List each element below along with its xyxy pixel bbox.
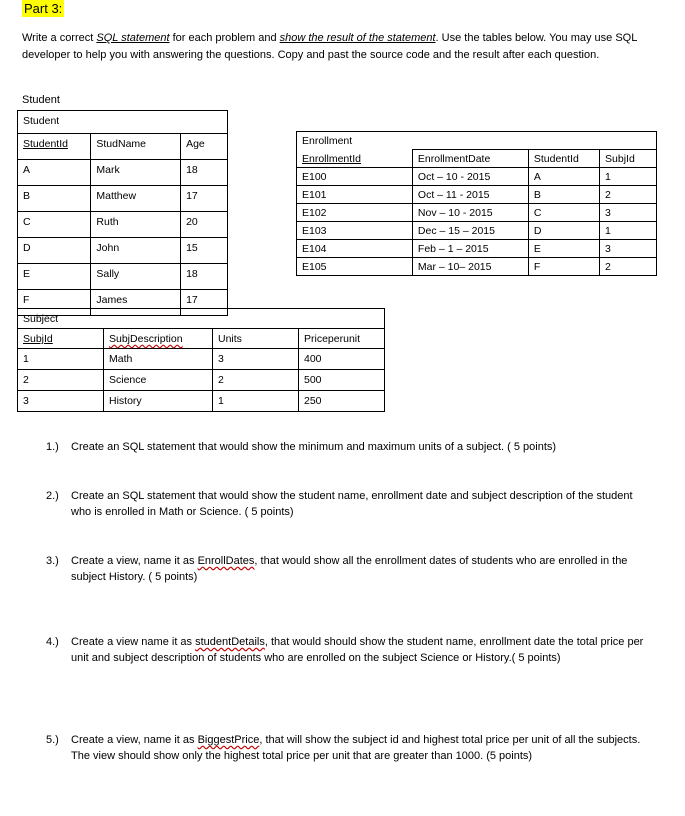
cell: Nov – 10 - 2015 — [412, 204, 528, 222]
question-1 — [46, 439, 646, 459]
cell: D — [528, 222, 599, 240]
intro-post: . Use the tables below. You may use SQL developer to help you with answering the questions. Copy and past the source code and the result after each question. — [22, 32, 637, 61]
question-2 — [46, 488, 646, 524]
intro-link-show-result: show the result of the statement — [279, 32, 436, 44]
table-row — [18, 391, 385, 412]
question-number: 1.) — [46, 441, 59, 453]
table-row — [18, 264, 228, 290]
cell: Feb – 1 – 2015 — [412, 240, 528, 258]
view-name: studentDetails — [195, 636, 265, 648]
header-subjid: SubjId — [18, 329, 104, 349]
question-text-post: , that would should show the student name, enrollment date the total price per unit and subject description of students who are enrolled on the subject Science or History.( 5 points) — [71, 636, 644, 664]
cell: 250 — [299, 391, 385, 412]
cell: 18 — [181, 264, 228, 290]
header-studentid: StudentId — [528, 150, 599, 168]
cell: 1 — [213, 391, 299, 412]
cell: Science — [104, 370, 213, 391]
table-header-row — [18, 134, 228, 160]
question-5 — [46, 732, 646, 784]
cell: 500 — [299, 370, 385, 391]
cell: A — [18, 160, 91, 186]
cell: Oct – 10 - 2015 — [412, 168, 528, 186]
header-age: Age — [181, 134, 228, 160]
intro-mid: for each problem and — [169, 32, 280, 44]
cell: 2 — [213, 370, 299, 391]
question-3 — [46, 553, 646, 589]
table-row — [18, 212, 228, 238]
cell: E100 — [297, 168, 413, 186]
cell: C — [528, 204, 599, 222]
header-units: Units — [213, 329, 299, 349]
cell: E — [18, 264, 91, 290]
cell: B — [528, 186, 599, 204]
enrollment-table — [296, 131, 657, 276]
question-text — [71, 634, 646, 666]
table-row — [297, 222, 657, 240]
cell: James — [91, 290, 181, 316]
cell: 1 — [18, 349, 104, 370]
cell: E101 — [297, 186, 413, 204]
header-subjdescription — [104, 329, 213, 349]
question-text: Create an SQL statement that would show the student name, enrollment date and subject description of the student who is enrolled in Math or Science. ( 5 points) — [71, 490, 633, 518]
header-priceperunit: Priceperunit — [299, 329, 385, 349]
table-header-row — [18, 329, 385, 349]
cell: E — [528, 240, 599, 258]
table-row — [18, 370, 385, 391]
cell: 2 — [18, 370, 104, 391]
subject-table — [17, 308, 385, 412]
cell: 18 — [181, 160, 228, 186]
table-row — [18, 349, 385, 370]
student-outer-caption: Student — [22, 94, 60, 106]
intro-pre: Write a correct — [22, 32, 97, 44]
cell: B — [18, 186, 91, 212]
cell: 20 — [181, 212, 228, 238]
header-subjdescription-text: SubjDescription — [109, 333, 183, 345]
question-text-pre: Create a view, name it as — [71, 555, 198, 567]
cell: 3 — [213, 349, 299, 370]
cell: Mark — [91, 160, 181, 186]
table-row — [18, 238, 228, 264]
cell: 17 — [181, 186, 228, 212]
cell: 17 — [181, 290, 228, 316]
question-text — [71, 553, 646, 585]
table-row — [18, 186, 228, 212]
cell: F — [18, 290, 91, 316]
cell: Matthew — [91, 186, 181, 212]
table-header-row — [297, 150, 657, 168]
cell: Dec – 15 – 2015 — [412, 222, 528, 240]
cell: 2 — [600, 186, 657, 204]
intro-paragraph — [22, 30, 642, 64]
cell: E104 — [297, 240, 413, 258]
header-subjid: SubjId — [600, 150, 657, 168]
cell: 400 — [299, 349, 385, 370]
question-number: 2.) — [46, 490, 59, 502]
subject-table-caption: Subject — [18, 309, 385, 329]
student-table-caption: Student — [18, 111, 228, 134]
question-text-pre: Create a view name it as — [71, 636, 196, 648]
intro-link-sql-statement: SQL statement — [96, 32, 170, 44]
cell: 1 — [600, 222, 657, 240]
question-text-post: , that will show the subject id and highest total price per unit of all the subjects. The view should show only the highest total price per unit that are greater than 1000. (5 points) — [71, 734, 641, 762]
part-title: Part 3: — [24, 1, 63, 16]
table-row — [297, 258, 657, 276]
header-enrollmentdate: EnrollmentDate — [412, 150, 528, 168]
cell: Oct – 11 - 2015 — [412, 186, 528, 204]
enrollment-table-caption: Enrollment — [297, 132, 657, 150]
cell: D — [18, 238, 91, 264]
cell: John — [91, 238, 181, 264]
cell: 3 — [600, 240, 657, 258]
view-name: EnrollDates — [197, 555, 255, 567]
cell: A — [528, 168, 599, 186]
cell: E103 — [297, 222, 413, 240]
question-text — [71, 732, 646, 764]
question-text: Create an SQL statement that would show the minimum and maximum units of a subject. ( 5 points) — [71, 441, 557, 453]
cell: 1 — [600, 168, 657, 186]
question-text-pre: Create a view, name it as — [71, 734, 198, 746]
cell: 15 — [181, 238, 228, 264]
question-text-post: , that would show all the enrollment dates of students who are enrolled in the subject History. ( 5 points) — [71, 555, 628, 583]
cell: 3 — [18, 391, 104, 412]
cell: Ruth — [91, 212, 181, 238]
question-4 — [46, 634, 646, 686]
cell: History — [104, 391, 213, 412]
question-number: 5.) — [46, 734, 59, 746]
table-row — [18, 160, 228, 186]
cell: 2 — [600, 258, 657, 276]
header-studname: StudName — [91, 134, 181, 160]
cell: 3 — [600, 204, 657, 222]
cell: E105 — [297, 258, 413, 276]
cell: E102 — [297, 204, 413, 222]
cell: Math — [104, 349, 213, 370]
student-table — [17, 110, 228, 316]
view-name: BiggestPrice — [197, 734, 260, 746]
table-row — [297, 186, 657, 204]
table-row — [297, 240, 657, 258]
table-row — [297, 204, 657, 222]
cell: Mar – 10– 2015 — [412, 258, 528, 276]
cell: F — [528, 258, 599, 276]
question-number: 3.) — [46, 555, 59, 567]
header-studentid: StudentId — [18, 134, 91, 160]
header-enrollmentid: EnrollmentId — [297, 150, 413, 168]
table-row — [297, 168, 657, 186]
question-number: 4.) — [46, 636, 59, 648]
cell: C — [18, 212, 91, 238]
cell: Sally — [91, 264, 181, 290]
